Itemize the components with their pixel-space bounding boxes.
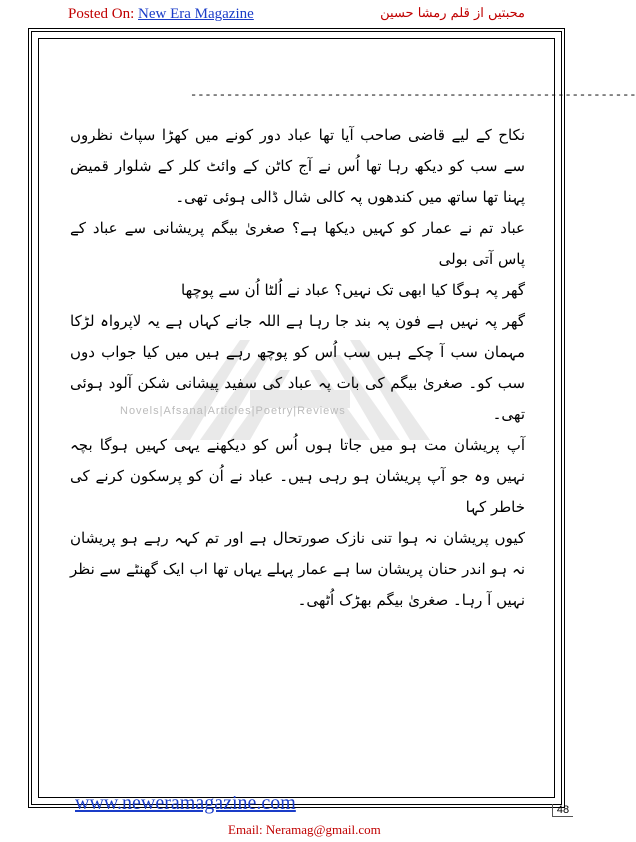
posted-label: Posted On: — [68, 6, 135, 22]
website-link[interactable]: www.neweramagazine.com — [75, 792, 296, 814]
footer-email: Email: Neramag@gmail.com — [228, 822, 381, 837]
author-line: محبتیں از قلم رمشا حسین — [380, 6, 525, 21]
paragraph: عباد تم نے عمار کو کہیں دیکھا ہے؟ صغریٰ بیگم پریشانی سے عباد کے پاس آتی بولی — [70, 219, 525, 268]
article-body — [70, 120, 525, 616]
paragraph: گھر پہ ہوگا کیا ابھی تک نہیں؟ عباد نے اُلٹا اُن سے پوچھا — [181, 281, 525, 299]
magazine-link[interactable]: New Era Magazine — [138, 6, 254, 22]
separator-line: -------------------------------------------------------------- — [190, 88, 636, 102]
page-number: 48 — [552, 804, 573, 817]
paragraph: کیوں پریشان نہ ہوا تنی نازک صورتحال ہے اور تم کہہ رہے ہو پریشان نہ ہو اندر حنان پریشان سا ہے عمار پہلے یہاں تھا اب ایک گھنٹے سے نظر نہیں آ رہا۔ صغریٰ بیگم بھڑک اُٹھی۔ — [70, 529, 525, 609]
posted-on-line — [68, 6, 254, 23]
paragraph: آپ پریشان مت ہو میں جاتا ہوں اُس کو دیکھنے یہی کہیں ہوگا بچہ نہیں وہ جو آپ پریشان ہو رہی ہیں۔ عباد نے اُن کو پرسکون کرنے کی خاطر کہا — [70, 436, 525, 516]
footer-website — [75, 792, 296, 815]
watermark-text: Novels|Afsana|Articles|Poetry|Reviews — [120, 405, 346, 417]
paragraph: نکاح کے لیے قاضی صاحب آیا تھا عباد دور کونے میں کھڑا سپاٹ نظروں سے سب کو دیکھ رہا تھا اُس نے آج کاٹن کے وائٹ کلر کے شلوار قمیض پہنا تھا ساتھ میں کندھوں پہ کالی شال ڈالی ہوئی تھی۔ — [70, 126, 525, 206]
paragraph: گھر پہ نہیں ہے فون پہ بند جا رہا ہے اللہ جانے کہاں ہے یہ لاپرواہ لڑکا مہمان سب آ چکے ہیں سب اُس کو پوچھ رہے ہیں میں کیا جواب دوں سب کو۔ صغریٰ بیگم کی بات پہ عباد کی سفید پیشانی شکن آلود ہوئی تھی۔ — [70, 312, 525, 423]
